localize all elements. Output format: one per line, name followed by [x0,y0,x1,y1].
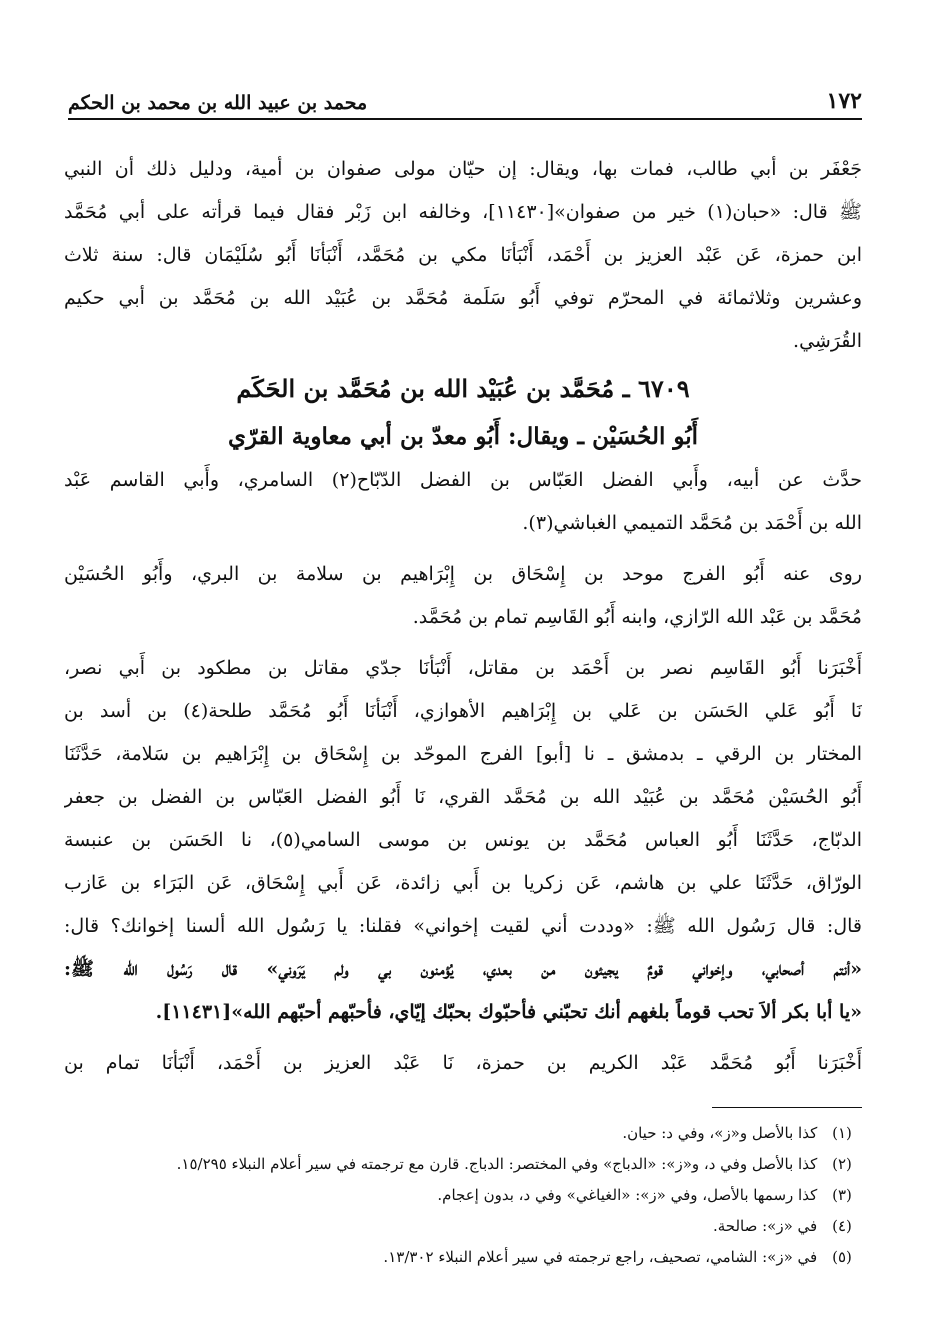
page-number: ١٧٢ [826,88,862,114]
footnote-text: كذا بالأصل و«ز»، وفي د: حيان. [622,1124,818,1142]
page-header [68,82,862,120]
footnote [64,1180,862,1211]
main-text [64,148,862,1085]
footnote-number: (٥) [832,1248,852,1266]
footnote-text: كذا بالأصل وفي د، و«ز»: «الدباج» وفي المختصر: الدباج. قارن مع ترجمته في سير أعلام النبلاء ١٥/٢٩٥. [176,1155,818,1173]
text-line: المختار بن الرقي ـ بدمشق ـ نا [أبو] الفرج الموحّد بن إِسْحَاق بن إِبْرَاهيم بن سَلامة، حَدَّثَنَا [64,743,862,765]
text-line: أَخْبَرَنا أَبُو مُحَمَّد عَبْد الكريم بن حمزة، نَا عَبْد العزيز بن أَحْمَد، أَنْبَأنَا تمام بن [64,1052,862,1074]
akhbarana-paragraph [64,647,862,1034]
text-line: جَعْفَر بن أبي طالب، فمات بها، ويقال: إن حيّان مولى صفوان بن أمية، ودليل ذلك أن النبي [64,158,862,180]
text-line: الله بن أَحْمَد بن مُحَمَّد التميمي الغباشي(٣). [522,512,862,534]
text-line: الورّاق، حَدَّثَنَا علي بن هاشم، عَن زكريا بن أَبي زائدة، عَن أَبي إِسْحَاق، عَن البَرَاء بن عَازب [64,872,862,894]
footnote-text: في «ز»: صالحة. [712,1217,818,1235]
entry-title: ٦٧٠٩ ـ مُحَمَّد بن عُبَيْد الله بن مُحَمَّد بن الحَكَم [236,374,690,403]
footnote-number: (٣) [832,1186,852,1204]
footnote-number: (٢) [832,1155,852,1173]
footnote-text: في «ز»: الشامي، تصحيف، راجع ترجمته في سير أعلام النبلاء ١٣/٣٠٢. [383,1248,818,1266]
footnote-number: (٤) [832,1217,852,1235]
text-line: أَبُو الحُسَيْن مُحَمَّد بن عُبَيْد الله بن مُحَمَّد القري، نَا أَبُو الفضل العَبّاس بن الفضل بن جعفر [64,786,862,808]
entry-subtitle: أَبُو الحُسَيْن ـ ويقال: أَبُو معدّ بن أبي معاوية القرّي [227,423,699,450]
intro-paragraph [64,148,862,363]
footnote-text: كذا رسمها بالأصل، وفي «ز»: «الغياغي» وفي د، بدون إعجام. [437,1186,818,1204]
text-line: قال: قال رَسُول الله ﷺ: «وددت أني لقيت إخواني» فقلنا: يا رَسُول الله ألسنا إخوانك؟ قال: [64,915,862,937]
text-line: «يا أبا بكر ألاَ تحب قوماً بلغهم أنك تحبّني فأحبّوك بحبّك إيّاي، فأحبّهم أحبّهم الله»[١١٤٣١]. [155,1001,862,1023]
text-line: الدبّاج، حَدَّثَنَا أَبُو العباس مُحَمَّد بن يونس بن موسى السامي(٥)، نا الحَسَن بن عنبسة [64,829,862,851]
text-line: حدَّث عن أبيه، وأَبي الفضل العَبّاس بن الفضل الدّبّاح(٢) السامري، وأَبي القاسم عَبْد [64,469,862,491]
text-line: أَخْبَرَنا أَبُو القَاسِم نصر بن أَحْمَد بن مقاتل، أَنْبَأنَا جدّي مقاتل بن مطكود بن أَبي نصر، [64,657,862,679]
footnote [64,1242,862,1273]
text-line: «أنتم أصحابي، وإخواني قومٌ يجيئون من بعدي، يُؤمنون بي ولم يَرَوني» قال رَسُول الله ﷺ: [64,958,862,980]
text-line: القُرَشِي. [793,330,862,352]
running-title: محمد بن عبيد الله بن محمد بن الحكم [68,92,368,114]
footnote-separator [712,1107,862,1108]
last-paragraph [64,1042,862,1085]
rawa-paragraph [64,553,862,639]
text-line: روى عنه أَبُو الفرج موحد بن إِسْحَاق بن إِبْرَاهيم بن سلامة بن البري، وأَبُو الحُسَيْن [64,563,862,585]
text-line: وعشرين وثلاثمائة في المحرّم توفي أَبُو سَلَمة مُحَمَّد بن عُبَيْد الله بن مُحَمَّد بن أبي حكيم [64,287,862,309]
text-line: ﷺ قال: «حبان(١) خير من صفوان»[١١٤٣٠]، وخالفه ابن زَبْر فقال فيما قرأته على أبي مُحَمَّد [64,201,862,223]
hadith-paragraph [64,459,862,545]
footnote [64,1211,862,1242]
text-line: نَا أَبُو عَلي الحَسَن بن عَلي بن إِبْرَاهيم الأهوازي، أَنْبَأنَا أَبُو مُحَمَّد طلحة(٤) بن أسد بن [64,700,862,722]
footnote [64,1149,862,1180]
text-line: ابن حمزة، عَن عَبْد العزيز بن أَحْمَد، أَنْبَأنَا مكي بن مُحَمَّد، أَنْبَأنَا أَبُو سُلَيْمَان قال: سنة ثلاث [64,244,862,266]
footnote [64,1118,862,1149]
text-line: مُحَمَّد بن عَبْد الله الرّازي، وابنه أَبُو القَاسِم تمام بن مُحَمَّد. [412,606,862,628]
footnotes [64,1118,862,1273]
footnote-number: (١) [832,1124,852,1142]
